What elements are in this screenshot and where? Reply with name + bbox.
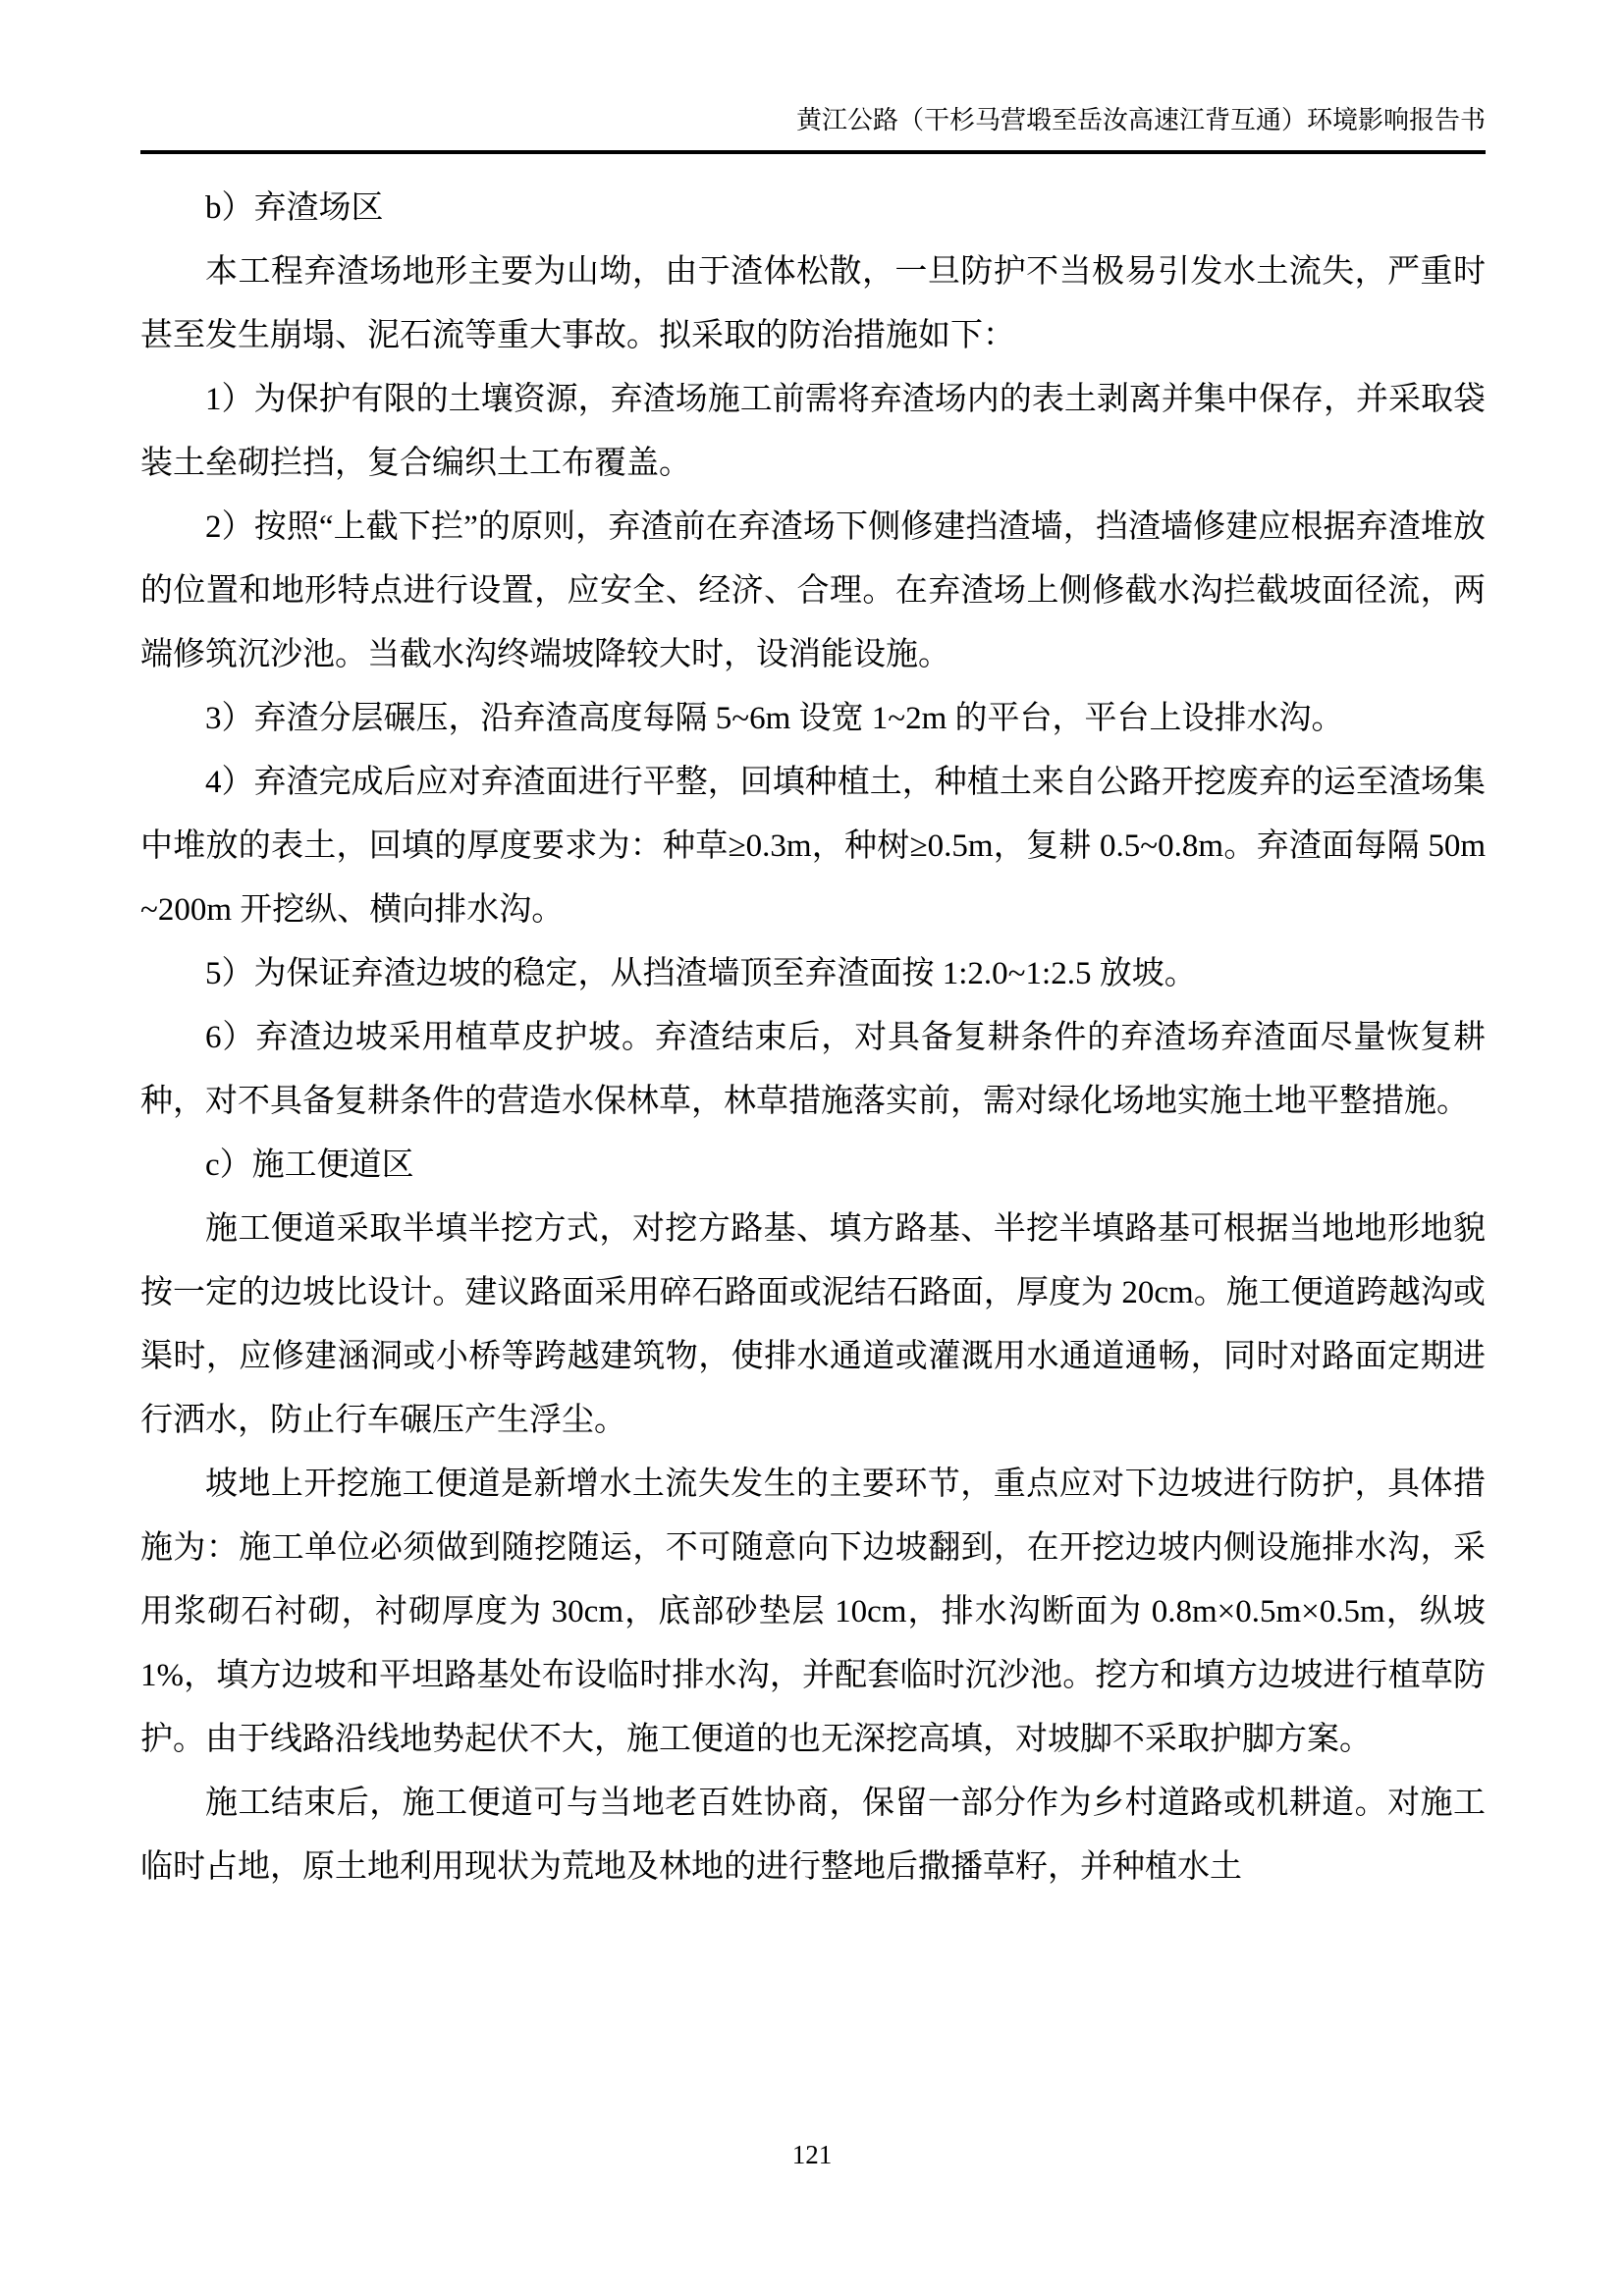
- document-body: [140, 177, 1486, 1899]
- header-divider: [140, 150, 1486, 154]
- body-paragraph: 4）弃渣完成后应对弃渣面进行平整，回填种植土，种植土来自公路开挖废弃的运至渣场集中堆放的表土，回填的厚度要求为：种草≥0.3m，种树≥0.5m，复耕 0.5~0.8m。弃渣面每隔 50m~200m 开挖纵、横向排水沟。: [140, 765, 1486, 928]
- body-paragraph: 施工便道采取半填半挖方式，对挖方路基、填方路基、半挖半填路基可根据当地地形地貌按一定的边坡比设计。建议路面采用碎石路面或泥结石路面，厚度为 20cm。施工便道跨越沟或渠时，应修建涵洞或小桥等跨越建筑物，使排水通道或灌溉用水通道通畅，同时对路面定期进行洒水，防止行车碾压产生浮尘。: [140, 1211, 1486, 1438]
- page-header: [140, 104, 1486, 137]
- section-heading-c: c）施工便道区: [205, 1148, 414, 1183]
- page-footer: [0, 2138, 1624, 2171]
- page-number: 121: [791, 2140, 833, 2169]
- header-title: 黄江公路（干杉马营塅至岳汝高速江背互通）环境影响报告书: [795, 106, 1486, 134]
- body-paragraph: 本工程弃渣场地形主要为山坳，由于渣体松散，一旦防护不当极易引发水土流失，严重时甚至发生崩塌、泥石流等重大事故。拟采取的防治措施如下：: [140, 254, 1486, 353]
- body-paragraph: 2）按照“上截下拦”的原则，弃渣前在弃渣场下侧修建挡渣墙，挡渣墙修建应根据弃渣堆放的位置和地形特点进行设置，应安全、经济、合理。在弃渣场上侧修截水沟拦截坡面径流，两端修筑沉沙池。当截水沟终端坡降较大时，设消能设施。: [140, 509, 1486, 672]
- body-paragraph: 6）弃渣边坡采用植草皮护坡。弃渣结束后，对具备复耕条件的弃渣场弃渣面尽量恢复耕种，对不具备复耕条件的营造水保林草，林草措施落实前，需对绿化场地实施土地平整措施。: [140, 1020, 1486, 1119]
- body-paragraph: 坡地上开挖施工便道是新增水土流失发生的主要环节，重点应对下边坡进行防护，具体措施为：施工单位必须做到随挖随运，不可随意向下边坡翻到，在开挖边坡内侧设施排水沟，采用浆砌石衬砌，衬砌厚度为 30cm，底部砂垫层 10cm，排水沟断面为 0.8m×0.5m×0.5m，纵坡 1%，填方边坡和平坦路基处布设临时排水沟，并配套临时沉沙池。挖方和填方边坡进行植草防护。由于线路沿线地势起伏不大，施工便道的也无深挖高填，对坡脚不采取护脚方案。: [140, 1467, 1486, 1757]
- body-paragraph: 1）为保护有限的土壤资源，弃渣场施工前需将弃渣场内的表土剥离并集中保存，并采取袋装土垒砌拦挡，复合编织土工布覆盖。: [140, 382, 1486, 481]
- body-paragraph: 5）为保证弃渣边坡的稳定，从挡渣墙顶至弃渣面按 1:2.0~1:2.5 放坡。: [205, 956, 1197, 991]
- section-heading-b: b）弃渣场区: [205, 190, 384, 226]
- body-paragraph: 3）弃渣分层碾压，沿弃渣高度每隔 5~6m 设宽 1~2m 的平台，平台上设排水沟。: [205, 701, 1344, 736]
- body-paragraph: 施工结束后，施工便道可与当地老百姓协商，保留一部分作为乡村道路或机耕道。对施工临时占地，原土地利用现状为荒地及林地的进行整地后撒播草籽，并种植水土: [140, 1786, 1486, 1885]
